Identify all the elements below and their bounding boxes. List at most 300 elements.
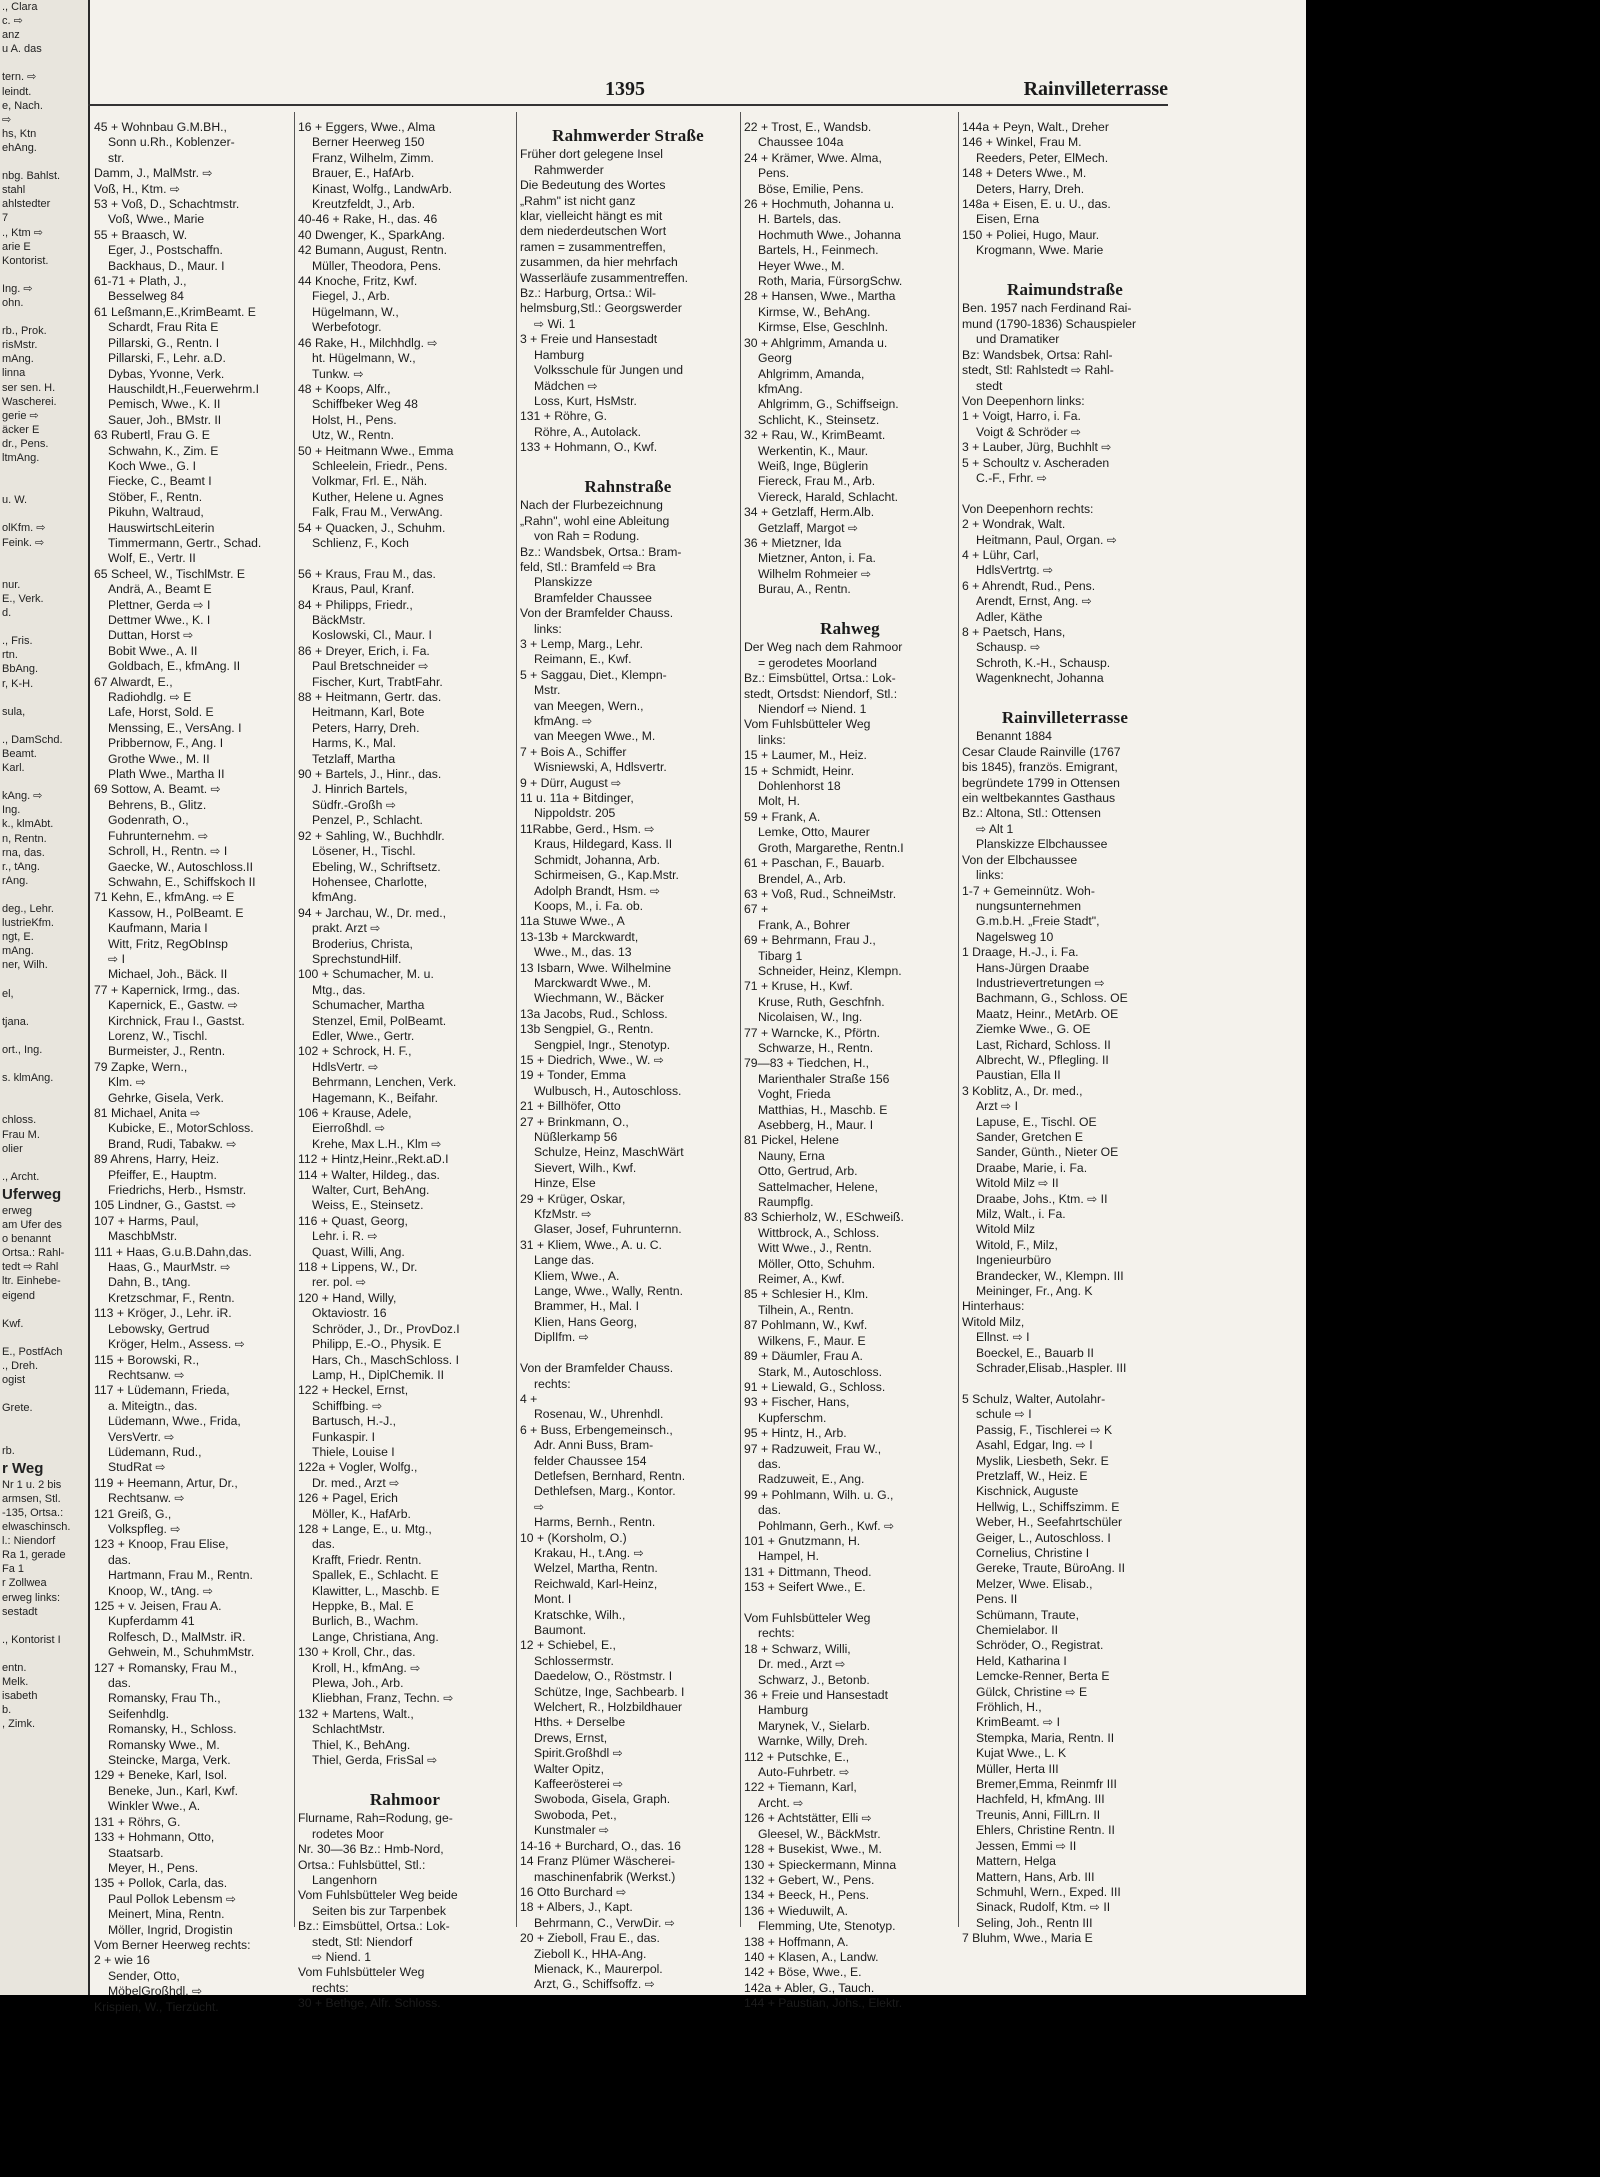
directory-entry: 87 Pohlmann, W., Kwf. [744,1318,868,1333]
directory-entry: 123 + Knoop, Frau Elise, [94,1537,229,1552]
directory-subentry: Lafe, Horst, Sold. E [108,705,214,720]
directory-subentry: Thiele, Louise I [312,1444,395,1459]
margin-line [0,1001,88,1015]
directory-subentry: Dethlefsen, Marg., Kontor. [534,1484,676,1499]
directory-entry: 122 + Heckel, Ernst, [298,1383,409,1398]
margin-line [0,1099,88,1113]
directory-subentry: das. [758,1503,782,1518]
directory-subentry: Romansky, H., Schloss. [108,1722,237,1737]
margin-line [0,1429,88,1443]
directory-entry: 146 + Winkel, Frau M. [962,135,1082,150]
directory-subentry: Kujat Wwe., L. K [976,1746,1067,1761]
directory-subentry: Voght, Frieda [758,1087,831,1102]
margin-line: k., klmAbt. [2,818,54,831]
directory-subentry: Dybas, Yvonne, Verk. [108,366,225,381]
directory-subentry: Volksschule für Jungen und [534,363,684,378]
directory-subentry: Reimann, E., Kwf. [534,652,632,667]
directory-subentry: Wisniewski, A, Hdlsvertr. [534,760,667,775]
directory-entry: 65 Scheel, W., TischlMstr. E [94,566,246,581]
directory-entry: Hinterhaus: [962,1299,1025,1314]
directory-subentry: Pretzlaff, W., Heiz. E [976,1468,1088,1483]
directory-entry: 128 + Lange, E., u. Mtg., [298,1521,432,1536]
directory-subentry: Burlich, B., Wachm. [312,1614,419,1629]
directory-subentry: Kliebhan, Franz, Techn. ⇨ [312,1691,454,1706]
margin-line: ., DamSchd. [2,733,63,746]
directory-subentry: Pribbernow, F., Ang. I [108,736,224,751]
directory-entry: 40-46 + Rake, H., das. 46 [298,212,438,227]
directory-entry: 3 + Lauber, Jürg, Buchhlt ⇨ [962,440,1112,455]
directory-subentry: Pillarski, F., Lehr. a.D. [108,351,226,366]
directory-subentry: Nüßlerkamp 56 [534,1130,618,1144]
directory-entry: 101 + Gnutzmann, H. [744,1533,861,1548]
directory-subentry: Wagenknecht, Johanna [976,671,1104,686]
directory-entry: 140 + Klasen, A., Landw. [744,1949,879,1964]
directory-subentry: Thiel, Gerda, FrisSal ⇨ [312,1753,438,1768]
directory-subentry: Behrmann, C., VerwDir. ⇨ [534,1915,675,1930]
directory-entry: Bz.: Eimsbüttel, Ortsa.: Lok- [298,1919,450,1934]
directory-subentry: Milz, Walt., i. Fa. [976,1207,1066,1222]
directory-entry: 63 Rubertl, Frau G. E [94,428,210,443]
margin-line [0,564,88,578]
directory-subentry: Paul Pollok Lebensm ⇨ [108,1891,237,1906]
directory-subentry: Koslowski, Cl., Maur. I [312,628,432,643]
directory-subentry: Baumont. [534,1623,587,1637]
directory-entry: „Rahm" ist nicht ganz [520,193,636,208]
directory-subentry: rechts: [758,1626,795,1641]
directory-subentry: Hans-Jürgen Draabe [976,960,1090,975]
margin-line: sula, [2,705,26,718]
directory-subentry: Heppke, B., Mal. E [312,1599,414,1613]
directory-subentry: Daedelow, O., Röstmstr. I [534,1669,673,1684]
margin-street-heading: r Weg [2,1459,44,1477]
directory-subentry: Swoboda, Pet., [534,1807,617,1822]
directory-subentry: MaschbMstr. [108,1229,178,1244]
page-number: 1395 [605,78,645,100]
directory-subentry: Schwarze, H., Rentn. [758,1040,874,1055]
directory-subentry: Benannt 1884 [976,729,1052,744]
directory-entry: ein weltbekanntes Gasthaus [962,791,1116,806]
street-heading: Rainvilleterrasse [1001,708,1129,728]
directory-subentry: Nagelsweg 10 [976,929,1054,944]
directory-subentry: Cornelius, Christine I [976,1545,1090,1560]
directory-entry: Vom Fuhlsbütteler Weg [744,717,871,732]
directory-subentry: Wilkens, F., Maur. E [758,1333,866,1348]
directory-subentry: Godenrath, O., [108,813,189,828]
directory-entry: 1-7 + Gemeinnütz. Woh- [962,883,1095,898]
directory-subentry: Jessen, Emmi ⇨ II [976,1838,1077,1853]
directory-subentry: Holst, H., Pens. [312,412,397,427]
margin-line: arie E [2,240,31,253]
spacer [520,456,736,471]
directory-subentry: schule ⇨ I [976,1407,1032,1422]
margin-text-block [0,0,88,1184]
directory-subentry: Besselweg 84 [108,289,184,304]
directory-subentry: Voß, Wwe., Marie [108,212,205,227]
directory-subentry: kfmAng. [312,890,357,905]
margin-line: ner, Wilh. [2,959,48,972]
directory-subentry: Mont. I [534,1592,572,1607]
margin-line: ., Kontorist I [2,1633,61,1646]
directory-subentry: ⇨ I [108,951,125,966]
margin-line: kAng. ⇨ [2,790,43,803]
directory-subentry: Hellwig, L., Schiffszimm. E [976,1499,1120,1514]
directory-subentry: Quast, Willi, Ang. [312,1244,405,1259]
directory-subentry: Pohlmann, Gerh., Kwf. ⇨ [758,1518,895,1533]
directory-entry: 150 + Poliei, Hugo, Maur. [962,227,1100,242]
directory-subentry: Gaecke, W., Autoschloss.II [108,859,253,874]
directory-subentry: Brendel, A., Arb. [758,871,847,886]
directory-subentry: Sinack, Rudolf, Ktm. ⇨ II [976,1900,1111,1915]
margin-line: r., tAng. [2,860,40,873]
margin-line: r Zollwea [2,1577,47,1590]
directory-subentry: Hamburg [534,347,585,362]
directory-entry: 102 + Schrock, H. F., [298,1044,412,1059]
directory-subentry: Radzuweit, E., Ang. [758,1472,865,1487]
directory-entry: 5 + Saggau, Diet., Klempn- [520,667,667,682]
directory-subentry: van Meegen, Wern., [534,698,644,713]
directory-entry: 18 + Schwarz, Willi, [744,1641,851,1656]
directory-entry: bis 1845), französ. Emigrant, [962,760,1118,775]
street-heading: Rahmoor [369,1789,441,1809]
directory-entry: 67 + [744,902,769,917]
directory-entry: 15 + Schmidt, Heinr. [744,763,855,778]
directory-entry: 129 + Beneke, Karl, Isol. [94,1768,228,1783]
directory-subentry: Heitmann, Karl, Bote [312,705,425,720]
margin-line: ogist [2,1374,26,1387]
directory-subentry: Sievert, Wilh., Kwf. [534,1160,637,1175]
directory-entry: 116 + Quast, Georg, [298,1213,408,1228]
directory-subentry: Marynek, V., Sielarb. [758,1718,870,1733]
directory-subentry: Burmeister, J., Rentn. [108,1044,226,1059]
margin-line: Feink. ⇨ [2,536,45,549]
directory-subentry: Dahn, B., tAng. [108,1275,191,1290]
directory-subentry: Niendorf ⇨ Niend. 1 [758,702,867,717]
margin-line [0,775,88,789]
directory-subentry: Myslik, Liesbeth, Sekr. E [976,1453,1109,1468]
directory-subentry: Lapuse, E., Tischl. OE [976,1114,1097,1129]
directory-entry: 138 + Hoffmann, A. [744,1934,849,1949]
directory-entry: 7 + Bois A., Schiffer [520,744,627,759]
directory-entry: begründete 1799 in Ottensen [962,775,1120,790]
directory-subentry: Kupferdamm 41 [108,1614,195,1629]
directory-entry: 95 + Hintz, H., Arb. [744,1426,847,1441]
directory-subentry: Lorenz, W., Tischl. [108,1028,208,1043]
directory-subentry: VersVertr. ⇨ [108,1429,175,1444]
directory-subentry: Asebberg, H., Maur. I [758,1118,874,1132]
directory-subentry: Weber, H., Seefahrtschüler [976,1515,1123,1530]
directory-subentry: Spirit.Großhdl ⇨ [534,1746,623,1761]
directory-entry: 131 + Röhrs, G. [94,1814,181,1829]
directory-subentry: Fischer, Kurt, TrabtFahr. [312,674,443,689]
margin-line: e, Nach. [2,99,43,112]
directory-subentry: Lamp, H., DiplChemik. II [312,1367,445,1382]
directory-subentry: Plettner, Gerda ⇨ I [108,597,211,612]
directory-entry: 5 Schulz, Walter, Autolahr- [962,1391,1106,1406]
directory-subentry: Sander, Gretchen E [976,1130,1084,1144]
directory-subentry: Chaussee 104a [758,135,844,150]
directory-entry: ramen = zusammentreffen, [520,239,666,254]
directory-entry: 77 + Warncke, K., Pförtn. [744,1025,881,1040]
directory-subentry: Kirmse, W., BehAng. [758,304,871,319]
directory-entry: 24 + Krämer, Wwe. Alma, [744,150,882,165]
directory-entry: Von Deepenhorn links: [962,393,1085,408]
directory-subentry: Deters, Harry, Dreh. [976,181,1085,196]
directory-subentry: Dettmer Wwe., K. I [108,613,211,627]
directory-subentry: Bachmann, G., Schloss. OE [976,991,1128,1006]
directory-entry: 130 + Spieckermann, Minna [744,1857,897,1872]
directory-subentry: Harms, Bernh., Rentn. [534,1515,656,1530]
directory-subentry: Schiffbeker Weg 48 [312,397,418,412]
directory-entry: 15 + Laumer, M., Heiz. [744,748,867,763]
directory-entry: 30 + Ahlgrimm, Amanda u. [744,335,888,350]
directory-subentry: Kupferschm. [758,1410,827,1425]
directory-subentry: Werbefotogr. [312,320,382,335]
directory-subentry: Kraus, Paul, Kranf. [312,582,415,597]
directory-subentry: Grothe Wwe., M. II [108,751,210,766]
directory-subentry: Draabe, Marie, i. Fa. [976,1160,1088,1175]
directory-subentry: KfzMstr. ⇨ [534,1207,592,1222]
directory-subentry: Schröder, J., Dr., ProvDoz.I [312,1321,460,1336]
directory-subentry: Winkler Wwe., A. [108,1799,201,1814]
directory-subentry: Kretzschmar, F., Rentn. [108,1290,235,1305]
margin-line [0,972,88,986]
directory-entry: 26 + Hochmuth, Johanna u. [744,197,895,212]
directory-entry: 44 Knoche, Fritz, Kwf. [298,274,418,289]
directory-subentry: Backhaus, D., Maur. I [108,258,225,273]
margin-line: rtn. [2,649,18,662]
directory-entry: 34 + Getzlaff, Herm.Alb. [744,505,875,520]
directory-entry: 53 + Voß, D., Schachtmstr. [94,197,240,212]
directory-entry: 19 + Tonder, Emma [520,1068,626,1083]
directory-subentry: Warnke, Willy, Dreh. [758,1734,868,1749]
directory-subentry: Molt, H. [758,794,800,809]
directory-subentry: Witold Milz [976,1222,1035,1237]
spacer [962,486,1168,501]
directory-entry: 16 Otto Burchard ⇨ [520,1884,627,1899]
margin-line: rb., Prok. [2,325,47,338]
directory-entry: Nr. 30—36 Bz.: Hmb-Nord, [298,1842,444,1857]
directory-entry: dem niederdeutschen Wort [520,224,667,239]
directory-subentry: Plath Wwe., Martha II [108,767,225,782]
directory-entry: 11Rabbe, Gerd., Hsm. ⇨ [520,821,655,836]
directory-entry: 132 + Martens, Walt., [298,1706,414,1721]
margin-line [0,1303,88,1317]
directory-subentry: Schwarz, J., Betonb. [758,1672,870,1687]
directory-entry: 50 + Heitmann Wwe., Emma [298,443,454,458]
margin-line: Melk. [2,1676,29,1689]
margin-street-heading: Uferweg [2,1185,62,1203]
directory-subentry: Kroll, H., kfmAng. ⇨ [312,1660,421,1675]
directory-subentry: Hochmuth Wwe., Johanna [758,227,901,242]
directory-entry: 126 + Achtstätter, Elli ⇨ [744,1811,872,1826]
directory-subentry: Berner Heerweg 150 [312,135,425,150]
directory-subentry: Rechtsanw. ⇨ [108,1367,185,1382]
directory-subentry: Brand, Rudi, Tabakw. ⇨ [108,1136,237,1151]
directory-subentry: Eisen, Erna [976,212,1040,227]
directory-subentry: Kreutzfeldt, J., Arb. [312,197,415,212]
margin-line: ohn. [2,296,24,309]
directory-subentry: und Dramatiker [976,332,1060,347]
directory-subentry: Wulbusch, H., Autoschloss. [534,1083,682,1098]
directory-subentry: Koops, M., i. Fa. ob. [534,898,644,913]
directory-entry: Damm, J., MalMstr. ⇨ [94,166,213,181]
margin-line: 7 [2,212,9,225]
directory-subentry: Seifenhdlg. [108,1706,169,1721]
directory-entry: 12 + Schiebel, E., [520,1638,616,1653]
directory-subentry: Lange, Wwe., Wally, Rentn. [534,1284,684,1299]
directory-entry: 93 + Fischer, Hans, [744,1395,850,1410]
directory-subentry: Behrmann, Lenchen, Verk. [312,1075,457,1090]
directory-subentry: Schlienz, F., Koch [312,535,409,550]
directory-subentry: Weiß, Inge, Büglerin [758,458,869,473]
margin-text-block [0,1478,88,1732]
directory-subentry: Chemielabor. II [976,1623,1058,1637]
directory-entry: Voß, H., Ktm. ⇨ [94,181,181,196]
directory-subentry: Knoop, W., tAng. ⇨ [108,1583,214,1598]
directory-subentry: stedt [976,378,1003,393]
directory-subentry: das. [108,1552,132,1567]
directory-subentry: Burau, A., Rentn. [758,582,851,597]
directory-subentry: J. Hinrich Bartels, [312,782,408,797]
directory-subentry: Böse, Emilie, Pens. [758,181,864,196]
directory-subentry: Frank, A., Bohrer [758,917,851,932]
directory-entry: Ortsa.: Fuhlsbüttel, Stl.: [298,1857,426,1872]
directory-subentry: Reeders, Peter, ElMech. [976,150,1109,165]
directory-subentry: Witt Wwe., J., Rentn. [758,1241,872,1256]
directory-subentry: Gereke, Traute, BüroAng. II [976,1561,1126,1576]
directory-subentry: C.-F., Frhr. ⇨ [976,470,1048,485]
margin-line: am Ufer des [2,1219,62,1232]
margin-line [0,1387,88,1401]
margin-line: ., Ktm ⇨ [2,226,43,239]
directory-subentry: Hartmann, Frau M., Rentn. [108,1568,253,1583]
margin-line [0,465,88,479]
margin-line [0,155,88,169]
directory-subentry: Fiegel, J., Arb. [312,289,390,304]
directory-subentry: Kinast, Wolfg., LandwArb. [312,181,453,196]
margin-line: ., Clara [2,1,38,13]
margin-line: Karl. [2,762,25,775]
directory-entry: 153 + Seifert Wwe., E. [744,1580,866,1595]
directory-subentry: Schirmeisen, G., Kap.Mstr. [534,868,679,883]
directory-subentry: a. Miteigtn., das. [108,1398,198,1413]
directory-subentry: Seling, Joh., Rentn III [976,1915,1093,1930]
margin-line [0,1029,88,1043]
directory-entry: 127 + Romansky, Frau M., [94,1660,238,1675]
margin-line: Ra 1, gerade [2,1549,66,1562]
directory-subentry: nungsunternehmen [976,898,1082,913]
directory-subentry: Tetzlaff, Martha [312,751,396,766]
directory-entry: 54 + Quacken, J., Schuhm. [298,520,446,535]
directory-entry: 14 Franz Plümer Wäscherei- [520,1854,676,1869]
directory-subentry: Schiffbing. ⇨ [312,1398,383,1413]
directory-subentry: Spallek, E., Schlacht. E [312,1568,439,1583]
directory-subentry: Nippoldstr. 205 [534,806,616,821]
directory-subentry: Tilhein, A., Rentn. [758,1302,854,1317]
directory-entry: 9 + Dürr, August ⇨ [520,775,622,790]
directory-subentry: Pfeiffer, E., Hauptm. [108,1167,217,1182]
directory-column-4 [744,120,956,2011]
directory-subentry: Broderius, Christa, [312,936,413,951]
directory-subentry: Reimer, A., Kwf. [758,1272,845,1287]
directory-entry: 22 + Trost, E., Wandsb. [744,120,872,134]
directory-subentry: Lehr. i. R. ⇨ [312,1229,378,1244]
directory-subentry: Müller, Herta III [976,1761,1059,1776]
directory-entry: Cesar Claude Rainville (1767 [962,744,1121,759]
margin-line: stahl [2,184,26,197]
directory-subentry: Utz, W., Rentn. [312,428,394,443]
directory-entry: 107 + Harms, Paul, [94,1213,199,1228]
margin-line: Fa 1 [2,1563,25,1576]
margin-line: ngt, E. [2,931,34,944]
directory-subentry: Schrader,Elisab.,Haspler. III [976,1361,1127,1376]
directory-subentry: Adr. Anni Buss, Bram- [534,1438,654,1453]
column-divider [740,112,741,1927]
directory-entry: 114 + Walter, Hildeg., das. [298,1167,440,1182]
previous-page-margin [0,0,90,1995]
directory-subentry: rechts: [312,1980,349,1995]
directory-entry: 122 + Tiemann, Karl, [744,1780,857,1795]
directory-subentry: Zieboll K., HHA-Ang. [534,1946,647,1961]
directory-subentry: ⇨ [534,1499,545,1514]
directory-entry: 83 Schierholz, W., ESchweiß. [744,1210,904,1225]
directory-subentry: Mattern, Hans, Arb. III [976,1869,1095,1884]
directory-entry: 11a Stuwe Wwe., A [520,914,625,929]
directory-subentry: Dohlenhorst 18 [758,779,841,794]
directory-subentry: Melzer, Wwe. Elisab., [976,1576,1093,1591]
directory-subentry: Asahl, Edgar, Ing. ⇨ I [976,1438,1093,1453]
directory-subentry: links: [976,868,1004,883]
margin-line [0,888,88,902]
directory-entry: 115 + Borowski, R., [94,1352,200,1367]
margin-line: d. [2,607,12,620]
directory-entry: 117 + Lüdemann, Frieda, [94,1383,230,1398]
directory-subentry: Harms, K., Mal. [312,736,396,751]
margin-line: Nr 1 u. 2 bis [2,1478,62,1491]
directory-subentry: G.m.b.H. „Freie Stadt", [976,914,1100,929]
margin-line [0,620,88,634]
directory-entry: 106 + Krause, Adele, [298,1106,412,1120]
directory-subentry: Wwe., M., das. 13 [534,945,632,960]
margin-line: b. [2,1704,12,1717]
directory-subentry: Pillarski, G., Rentn. I [108,335,220,350]
directory-entry: 13a Jacobs, Rud., Schloss. [520,1006,668,1021]
margin-line: BbAng. [2,663,39,676]
directory-entry: Bz.: Eimsbüttel, Ortsa.: Lok- [744,671,896,686]
margin-line: linna [2,367,26,380]
directory-subentry: Lemke, Otto, Maurer [758,825,870,840]
directory-subentry: Werkentin, K., Maur. [758,443,869,458]
directory-subentry: Walter Opitz, [534,1761,604,1776]
directory-subentry: Mtg., das. [312,982,366,997]
directory-subentry: Paustian, Ella II [976,1068,1061,1083]
directory-subentry: Kaufmann, Maria I [108,921,208,936]
directory-subentry: Hügelmann, W., [312,304,399,319]
directory-subentry: Peters, Harry, Dreh. [312,720,420,735]
directory-subentry: Kirchnick, Frau I., Gastst. [108,1013,245,1028]
directory-entry: 121 Greiß, G., [94,1506,172,1521]
directory-subentry: Mattern, Helga [976,1854,1056,1869]
directory-subentry: Stöber, F., Rentn. [108,489,203,504]
directory-entry: 81 Michael, Anita ⇨ [94,1106,201,1120]
directory-entry: 29 + Krüger, Oskar, [520,1191,626,1206]
directory-subentry: Falk, Frau M., VerwAng. [312,505,443,520]
directory-entry: Bz.: Wandsbek, Ortsa.: Bram- [520,544,682,559]
directory-subentry: Kischnick, Auguste [976,1484,1079,1499]
directory-subentry: Penzel, P., Schlacht. [312,813,423,828]
directory-subentry: Meininger, Fr., Ang. K [976,1284,1093,1299]
directory-subentry: DiplIfm. ⇨ [534,1330,589,1345]
